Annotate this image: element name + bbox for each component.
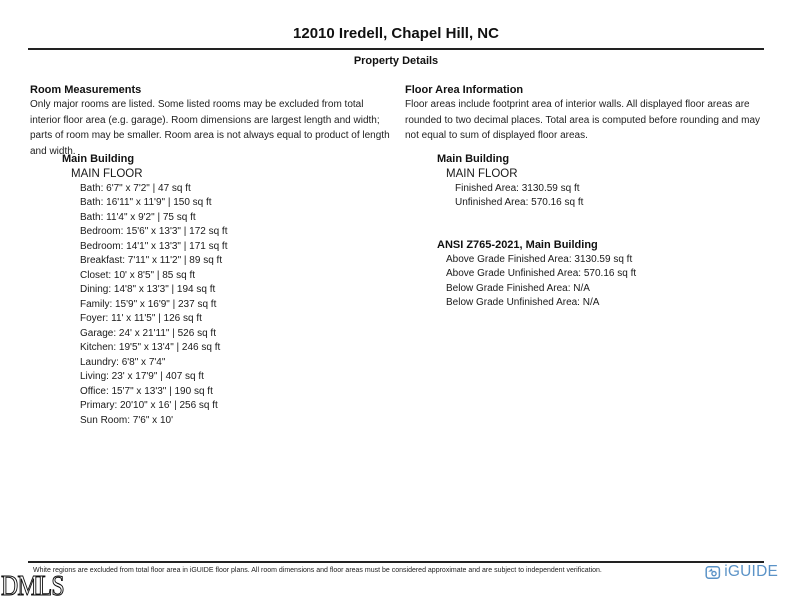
room-item: Garage: 24' x 21'11" | 526 sq ft xyxy=(80,327,216,339)
footer-divider xyxy=(28,561,764,563)
header-divider xyxy=(28,48,764,50)
room-item: Office: 15'7" x 13'3" | 190 sq ft xyxy=(80,385,213,397)
room-item: Family: 15'9" x 16'9" | 237 sq ft xyxy=(80,298,217,310)
floor-area-heading: Floor Area Information xyxy=(405,84,524,96)
room-item: Kitchen: 19'5" x 13'4" | 246 sq ft xyxy=(80,342,221,353)
ansi-list xyxy=(446,253,636,311)
area-item: Unfinished Area: 570.16 sq ft xyxy=(455,197,584,208)
building-name: Main Building xyxy=(437,153,510,165)
floor-name: MAIN FLOOR xyxy=(71,168,143,180)
floor-area-listing xyxy=(437,152,583,211)
room-item: Bath: 11'4" x 9'2" | 75 sq ft xyxy=(80,211,196,223)
room-measurements-description: Only major rooms are listed. Some listed rooms may be excluded from total interior floor area (e.g. garage). Room dimensions are largest length and width; parts of room may be smaller. Room area is not always equal to product of length and width. xyxy=(30,99,390,157)
building-name: Main Building xyxy=(62,153,135,165)
room-list xyxy=(80,182,228,429)
ansi-item: Above Grade Finished Area: 3130.59 sq ft xyxy=(446,253,633,265)
dmls-watermark: DMLS xyxy=(1,570,64,602)
room-item: Primary: 20'10" x 16' | 256 sq ft xyxy=(80,400,218,411)
ansi-item: Below Grade Unfinished Area: N/A xyxy=(446,297,600,308)
room-item: Bedroom: 15'6" x 13'3" | 172 sq ft xyxy=(80,226,228,237)
area-list xyxy=(455,182,583,211)
iguide-logo xyxy=(705,563,778,581)
room-item: Bedroom: 14'1" x 13'3" | 171 sq ft xyxy=(80,240,228,252)
ansi-listing xyxy=(437,238,636,311)
ansi-heading: ANSI Z765-2021, Main Building xyxy=(437,239,598,251)
room-item: Closet: 10' x 8'5" | 85 sq ft xyxy=(80,269,196,281)
floor-area-description: Floor areas include footprint area of interior walls. All displayed floor areas are rounded to two decimal places. Total area is computed before rounding and may not equal to sum of displayed floor areas. xyxy=(405,99,761,141)
room-item: Breakfast: 7'11" x 11'2" | 89 sq ft xyxy=(80,255,223,266)
footer-disclaimer: White regions are excluded from total floor area in iGUIDE floor plans. All room dimensions and floor areas must be considered approximate and are subject to independent verification. xyxy=(33,567,602,574)
room-measurements-heading: Room Measurements xyxy=(30,84,142,96)
ansi-item: Below Grade Finished Area: N/A xyxy=(446,282,590,294)
room-measurements-listing xyxy=(62,152,228,428)
page-title: 12010 Iredell, Chapel Hill, NC xyxy=(293,25,499,42)
room-item: Foyer: 11' x 11'5" | 126 sq ft xyxy=(80,313,202,324)
iguide-wordmark: iGUIDE xyxy=(724,563,778,580)
room-item: Laundry: 6'8" x 7'4" xyxy=(80,356,166,368)
room-item: Bath: 16'11" x 11'9" | 150 sq ft xyxy=(80,197,212,208)
ansi-item: Above Grade Unfinished Area: 570.16 sq ft xyxy=(446,268,637,279)
iguide-camera-icon xyxy=(705,565,721,580)
page-subtitle: Property Details xyxy=(353,55,439,67)
room-item: Bath: 6'7" x 7'2" | 47 sq ft xyxy=(80,182,191,194)
floor-name: MAIN FLOOR xyxy=(446,168,518,180)
room-item: Living: 23' x 17'9" | 407 sq ft xyxy=(80,371,204,382)
area-item: Finished Area: 3130.59 sq ft xyxy=(455,182,580,194)
room-item: Dining: 14'8" x 13'3" | 194 sq ft xyxy=(80,284,216,295)
room-item: Sun Room: 7'6" x 10' xyxy=(80,414,173,426)
